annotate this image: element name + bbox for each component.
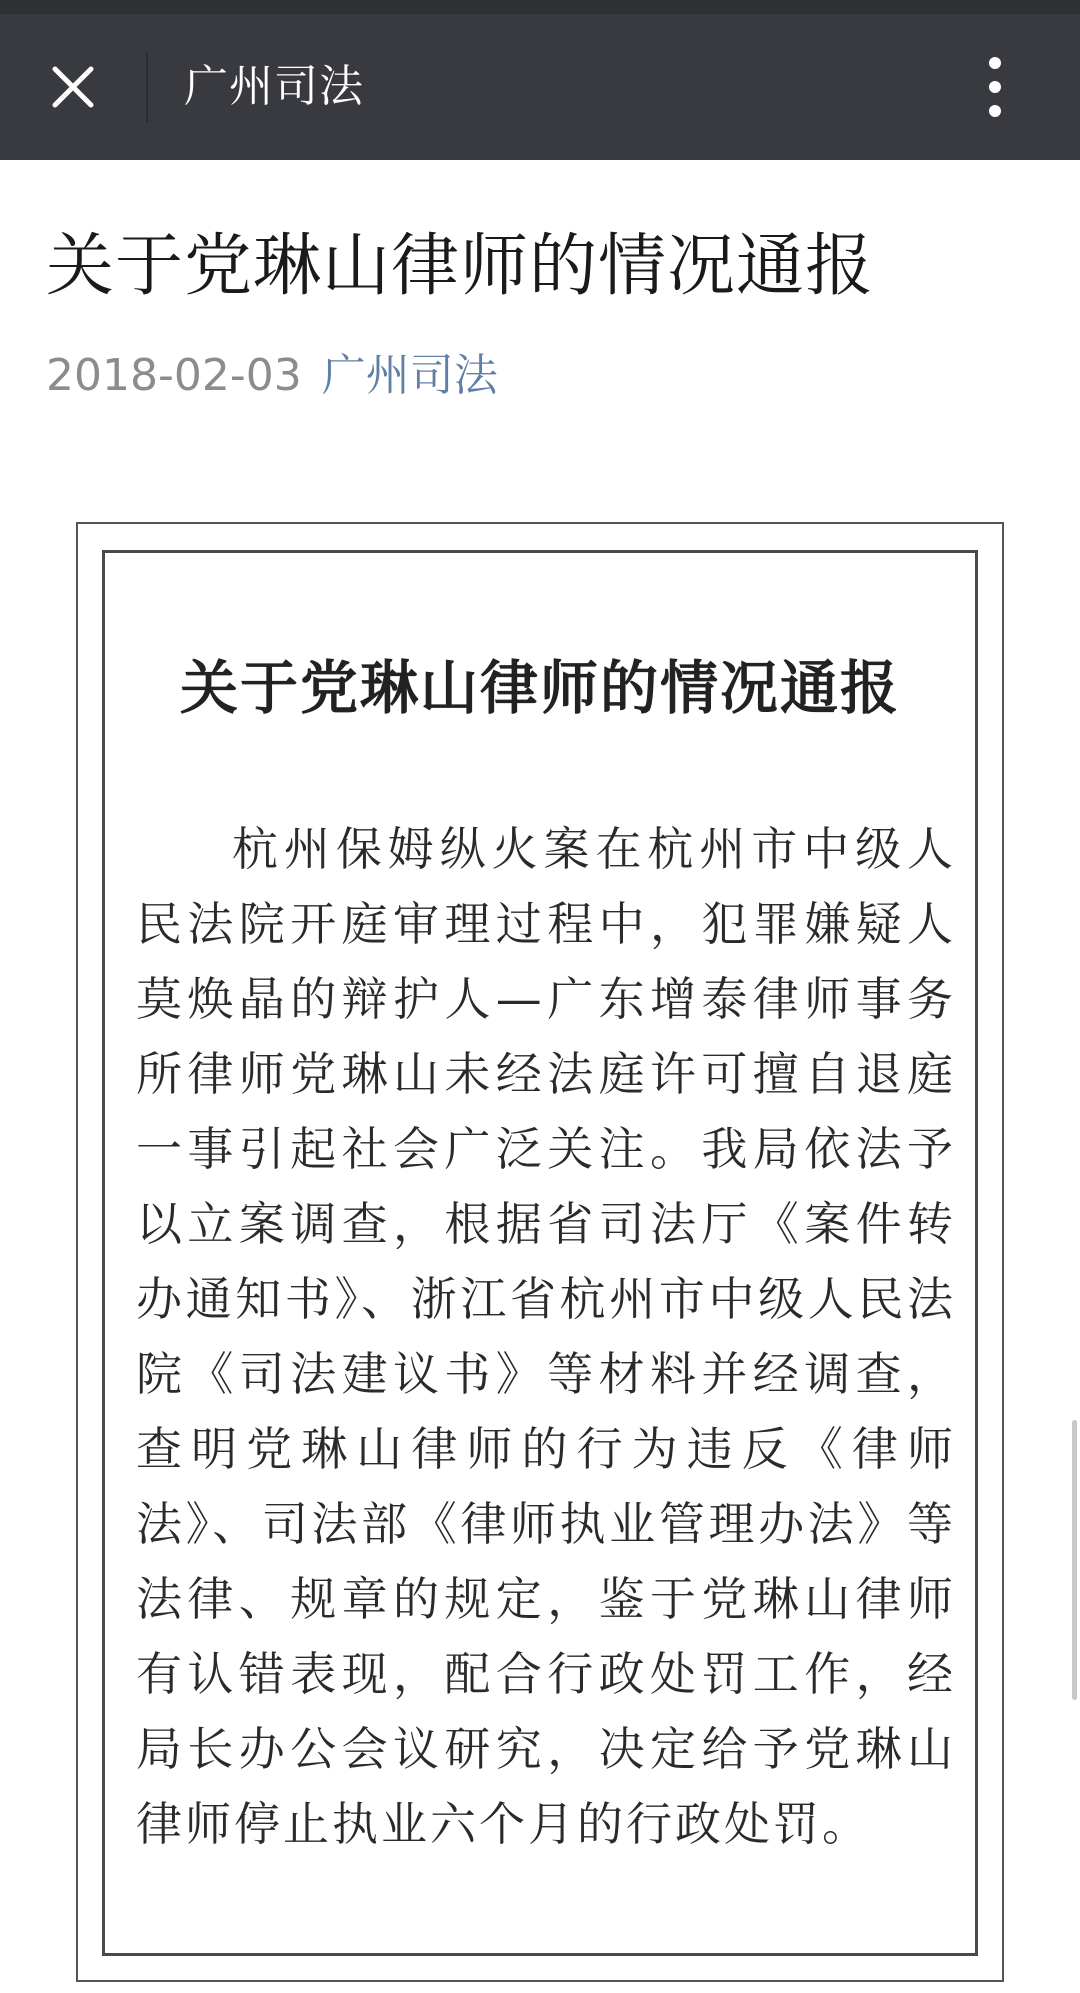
scrollbar[interactable] xyxy=(1072,1420,1077,1700)
account-name-link[interactable]: 广州司法 xyxy=(321,350,498,401)
more-vertical-icon xyxy=(985,55,1005,119)
publish-date: 2018-02-03 xyxy=(46,350,302,401)
document-title: 关于党琳山律师的情况通报 xyxy=(179,654,900,722)
document-body-text: 杭州保姆纵火案在杭州市中级人民法院开庭审理过程中，犯罪嫌疑人莫焕晶的辩护人—广东增泰律师事务所律师党琳山未经法庭许可擅自退庭一事引起社会广泛关注。我局依法予以立案调查，根据省司法厅《案件转办通知书》、浙江省杭州市中级人民法院《司法建议书》等材料并经调查，查明党琳山律师的行为违反《律师法》、司法部《律师执业管理办法》等法律、规章的规定，鉴于党琳山律师有认错表现，配合行政处罚工作，经局长办公会议研究，决定给予党琳山律师停止执业六个月的行政处罚。 xyxy=(136,822,956,1851)
top-navigation-bar xyxy=(0,14,1080,160)
status-bar xyxy=(0,0,1080,14)
navbar-divider xyxy=(146,52,148,122)
article-title: 关于党琳山律师的情况通报 xyxy=(46,227,875,306)
more-options-button[interactable] xyxy=(960,44,1030,130)
navbar-title: 广州司法 xyxy=(184,61,364,112)
close-button[interactable] xyxy=(30,44,116,130)
close-icon xyxy=(49,63,97,111)
article-meta xyxy=(46,346,498,406)
